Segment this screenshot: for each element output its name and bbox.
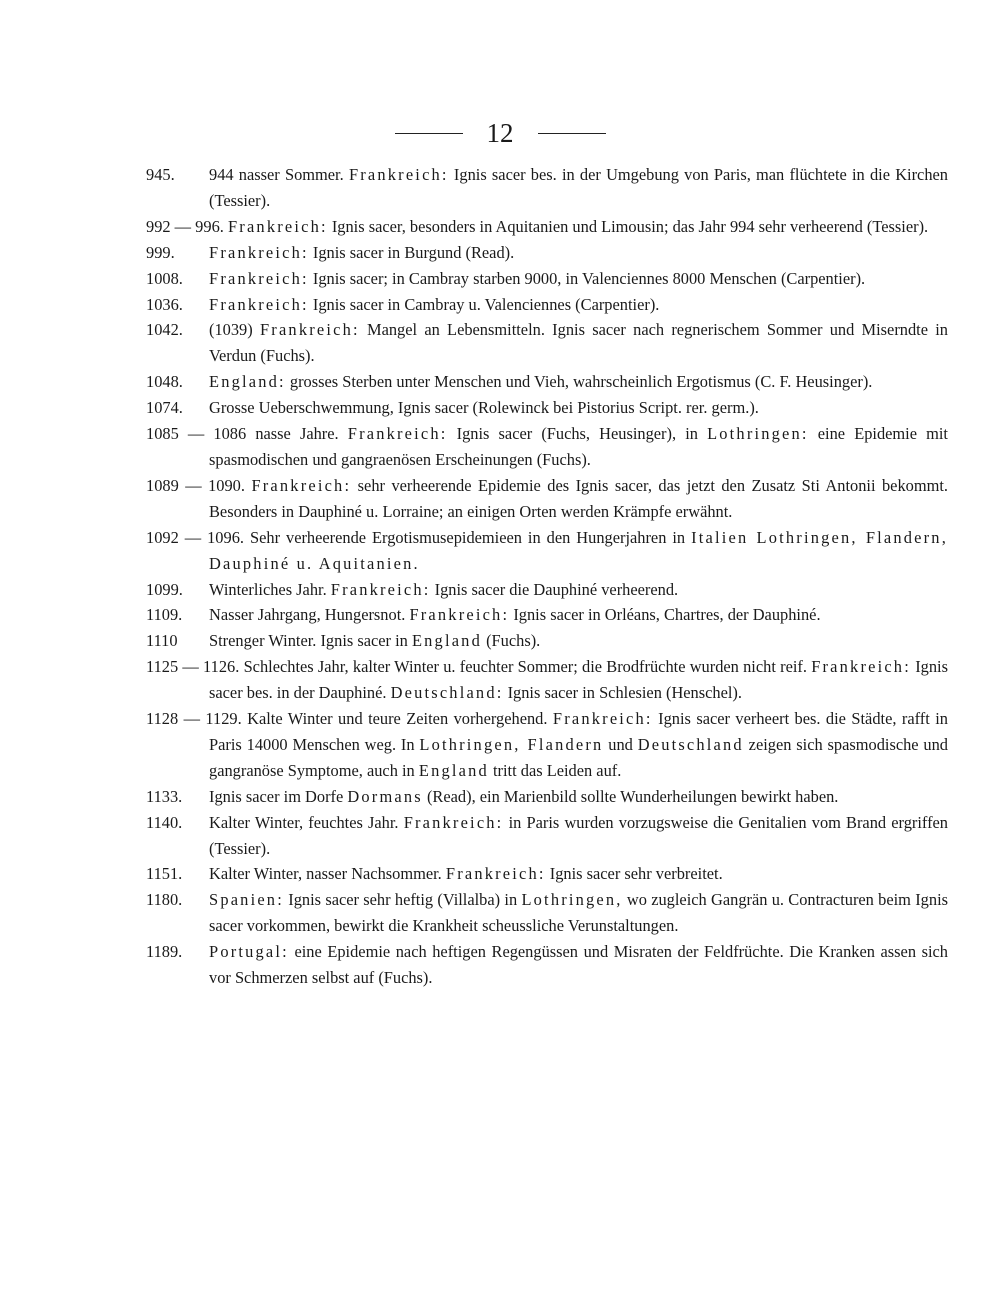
- chronicle-entry: [146, 369, 948, 395]
- entry-year: 945.: [146, 165, 175, 184]
- entry-text: Ignis sacer sehr heftig (Villalba) in: [283, 890, 522, 910]
- entry-text: Ignis sacer sehr verbreitet.: [545, 864, 723, 884]
- entry-year: 1189.: [146, 942, 183, 962]
- entry-year: 1074.: [146, 398, 183, 418]
- entry-place-name: Frankreich:: [251, 475, 352, 495]
- entry-year: 999.: [146, 242, 175, 262]
- chronicle-entry: [146, 939, 948, 991]
- entry-place-name: Frankreich:: [209, 242, 309, 262]
- entry-year: 1110: [146, 631, 178, 651]
- chronicle-entry: [146, 214, 948, 240]
- entry-text: Ignis sacer die Dauphiné verheerend.: [430, 579, 679, 599]
- entry-place-name: England: [418, 760, 489, 780]
- entry-text: eine Epidemie nach heftigen Regengüssen und Misraten der Feldfrüchte. Die Kranken assen sich vor Schmerzen selbst auf (Fuchs).: [209, 942, 948, 988]
- chronicle-entry: [146, 784, 948, 810]
- entry-text: (Fuchs).: [481, 631, 541, 651]
- entry-text: Ignis sacer (Fuchs, Heusinger), in: [447, 424, 708, 444]
- entry-text: eine Epidemie mit spasmodischen und gangraenösen Erscheinungen (Fuchs).: [209, 424, 948, 469]
- chronicle-entry: [146, 162, 948, 214]
- chronicle-entry: [146, 602, 948, 628]
- entry-text: Nasser Jahrgang, Hungersnot.: [209, 605, 410, 625]
- entry-text: Schlechtes Jahr, kalter Winter u. feuchter Sommer; die Brodfrüchte wurden nicht reif.: [243, 657, 812, 677]
- chronicle-entry: [146, 292, 948, 318]
- entry-text: Ignis sacer verheert bes. die Städte, rafft in Paris 14000 Menschen weg. In: [209, 709, 948, 754]
- entry-year: 1008.: [146, 268, 183, 288]
- chronicle-entry: [146, 266, 948, 292]
- entry-text: 944 nasser Sommer.: [209, 165, 349, 184]
- chronicle-entry: [146, 887, 948, 939]
- entry-text: Kalter Winter, nasser Nachsommer.: [209, 864, 446, 884]
- entry-text: Sehr verheerende Ergotismusepidemieen in den Hungerjahren in: [249, 527, 692, 547]
- entry-year: 1092 — 1096.: [146, 527, 244, 547]
- entry-place-name: England:: [209, 372, 286, 392]
- entry-text: Ignis sacer; in Cambray starben 9000, in Valenciennes 8000 Menschen (Carpentier).: [308, 268, 866, 288]
- entry-place-name: Lothringen,: [521, 890, 623, 910]
- entry-year: 1151.: [146, 864, 183, 884]
- entry-place-name: England: [411, 631, 482, 651]
- entry-place-name: Frankreich:: [445, 864, 546, 884]
- entry-place-name: Deutschland:: [390, 683, 504, 703]
- entry-text: Ignis sacer in Cambray u. Valenciennes (Carpentier).: [308, 294, 660, 314]
- entry-text: Kalter Winter, feuchtes Jahr.: [209, 812, 404, 832]
- entry-text: Ignis sacer bes. in der Umgebung von Paris, man flüchtete in die Kirchen (Tessier).: [209, 165, 948, 210]
- page-number: 12: [486, 118, 514, 148]
- entry-text: Ignis sacer im Dorfe: [209, 786, 348, 806]
- entry-year: 1109.: [146, 605, 183, 625]
- entry-text: nasse Jahre.: [255, 424, 348, 444]
- entry-text: und: [603, 734, 638, 754]
- entry-text: (1039): [209, 320, 260, 340]
- entry-place-name: Spanien:: [209, 890, 284, 910]
- entry-text: Ignis sacer, besonders in Aquitanien und Limousin; das Jahr 994 sehr verheerend (Tessier).: [327, 216, 929, 236]
- entry-text: wo zugleich Gangrän u. Contracturen beim Ignis sacer vorkommen, bewirkt die Krankheit scheussliche Verunstaltungen.: [209, 890, 948, 936]
- entry-text: (Read), ein Marienbild sollte Wunderheilungen bewirkt haben.: [422, 786, 839, 806]
- entry-year: 1099.: [146, 579, 183, 599]
- entry-year: 1128 — 1129.: [146, 709, 242, 729]
- chronicle-entry: [146, 810, 948, 862]
- chronicle-entry: [146, 240, 948, 266]
- entry-text: Ignis sacer in Orléans, Chartres, der Dauphiné.: [509, 605, 821, 625]
- entry-year: 1042.: [146, 320, 183, 340]
- chronicle-entries: [146, 162, 948, 991]
- entry-text: grosses Sterben unter Menschen und Vieh, wahrscheinlich Ergotismus (C. F. Heusinger).: [285, 372, 873, 392]
- entry-place-name: Frankreich:: [209, 294, 309, 314]
- chronicle-entry: [146, 473, 948, 525]
- chronicle-entry: [146, 317, 948, 369]
- entry-place-name: Portugal:: [209, 942, 289, 962]
- entry-place-name: Frankreich:: [409, 605, 510, 625]
- entry-year: 1125 — 1126.: [146, 657, 240, 677]
- entry-place-name: Deutschland: [637, 734, 744, 754]
- entry-year: 1085 — 1086: [146, 424, 247, 444]
- entry-text: Kalte Winter und teure Zeiten vorhergehend.: [247, 709, 553, 729]
- header-rule-right: [538, 133, 606, 134]
- entry-text: Winterliches Jahr.: [209, 579, 331, 599]
- entry-text: in Paris wurden vorzugsweise die Genitalien vom Brand ergriffen (Tessier).: [209, 812, 948, 858]
- entry-text: zeigen sich spasmodische und gangranöse Symptome, auch in: [209, 734, 948, 780]
- entry-place-name: Frankreich:: [348, 165, 449, 184]
- entry-text: sehr verheerende Epidemie des Ignis sacer, das jetzt den Zusatz Sti Antonii bekommt. Besonders in Dauphiné u. Lorraine; an einigen Orten werden Krämpfe erwähnt.: [209, 475, 948, 521]
- entry-place-name: Frankreich:: [227, 216, 328, 236]
- chronicle-entry: [146, 706, 948, 784]
- entry-text: Mangel an Lebensmitteln. Ignis sacer nach regnerischem Sommer und Miserndte in Verdun (Fuchs).: [209, 320, 949, 366]
- entry-place-name: Frankreich:: [552, 709, 653, 729]
- entry-place-name: Dormans: [347, 786, 423, 806]
- entry-place-name: Lothringen, Flandern: [419, 734, 604, 754]
- entry-text: tritt das Leiden auf.: [488, 760, 622, 780]
- entry-place-name: Frankreich:: [347, 424, 448, 444]
- entry-place-name: Frankreich:: [811, 657, 911, 677]
- entry-year: 1036.: [146, 294, 183, 314]
- chronicle-entry: [146, 421, 948, 473]
- entry-text: Grosse Ueberschwemmung, Ignis sacer (Rolewinck bei Pistorius Script. rer. germ.).: [209, 398, 759, 418]
- entry-place-name: Frankreich:: [259, 320, 360, 340]
- entry-place-name: Frankreich:: [209, 268, 309, 288]
- entry-text: Ignis sacer in Burgund (Read).: [308, 242, 515, 262]
- chronicle-entry: [146, 654, 948, 706]
- page-header: [0, 118, 1000, 148]
- chronicle-entry: [146, 861, 948, 887]
- entry-year: 992 — 996.: [146, 216, 224, 236]
- entry-text: Ignis sacer in Schlesien (Henschel).: [503, 683, 742, 703]
- entry-place-name: Lothringen:: [707, 424, 809, 444]
- header-rule-left: [395, 133, 463, 134]
- entry-place-name: Frankreich:: [403, 812, 504, 832]
- entry-year: 1089 — 1090.: [146, 475, 245, 495]
- chronicle-entry: [146, 525, 948, 577]
- entry-text: Ignis sacer bes. in der Dauphiné.: [209, 657, 948, 703]
- entry-year: 1048.: [146, 372, 183, 392]
- chronicle-entry: [146, 628, 948, 654]
- entry-text: Strenger Winter. Ignis sacer in: [209, 631, 412, 651]
- chronicle-entry: [146, 395, 948, 421]
- entry-year: 1140.: [146, 812, 183, 832]
- entry-year: 1180.: [146, 890, 183, 910]
- entry-place-name: Frankreich:: [330, 579, 431, 599]
- chronicle-entry: [146, 577, 948, 603]
- entry-year: 1133.: [146, 786, 183, 806]
- entry-place-name: Italien Lothringen, Flandern, Dauphiné u. Aquitanien.: [209, 527, 948, 573]
